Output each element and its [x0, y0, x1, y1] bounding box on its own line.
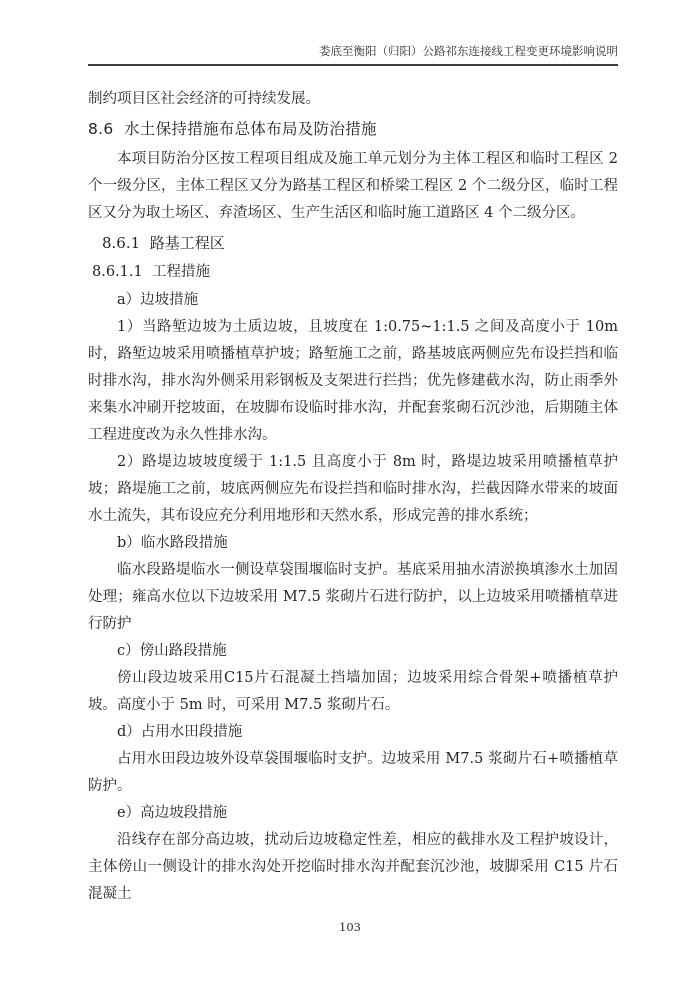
item-label-a: a）边坡措施 — [117, 292, 199, 308]
paragraph-slope-2: 2）路堤边坡坡度缓于 1:1.5 且高度小于 8m 时，路堤边坡采用喷播植草护坡；路堤施工之前，坡底两侧应先布设拦挡和临时排水沟，拦截因降水带来的坡面水土流失，其布设应充分利用地形和天然水系，形成完善的排水系统； — [88, 454, 618, 524]
item-label-d: d）占用水田段措施 — [117, 724, 243, 740]
paragraph-slope-1: 1）当路堑边坡为土质边坡，且坡度在 1:0.75~1:1.5 之间及高度小于 10m 时，路堑边坡采用喷播植草护坡；路堑施工之前，路基坡底两侧应先布设拦挡和临时排水沟，排水沟外侧采用彩钢板及支架进行拦挡；优先修建截水沟，防止雨季外来集水冲刷开挖坡面，在坡脚布设临时排水沟，并配套浆砌石沉沙池，后期随主体工程进度改为永久性排水沟。 — [88, 319, 618, 443]
paragraph-continuation: 制约项目区社会经济的可持续发展。 — [88, 91, 320, 107]
section-heading-8-6: 8.6 水土保持措施布总体布局及防治措施 — [88, 120, 377, 138]
item-label-b: b）临水路段措施 — [117, 535, 228, 551]
paragraph-high-slope: 沿线存在部分高边坡，扰动后边坡稳定性差，相应的截排水及工程护坡设计， 主体傍山一侧设计的排水沟处开挖临时排水沟并配套沉沙池，坡脚采用 C15 片石混凝土 — [88, 832, 618, 902]
item-label-e: e）高边坡段措施 — [117, 805, 228, 821]
item-label-c: c）傍山路段措施 — [117, 643, 227, 659]
running-header-title: 娄底至衡阳（归阳）公路祁东连接线工程变更环境影响说明 — [319, 44, 618, 58]
page-number: 103 — [339, 920, 361, 934]
subsection-heading-8-6-1: 8.6.1 路基工程区 — [102, 234, 225, 252]
paragraph-paddy-field: 占用水田段边坡外设草袋围堰临时支护。边坡采用 M7.5 浆砌片石+喷播植草防护。 — [88, 751, 618, 794]
subsection-heading-8-6-1-1: 8.6.1.1 工程措施 — [92, 264, 210, 280]
running-header — [88, 44, 618, 66]
paragraph-waterside: 临水段路堤临水一侧设草袋围堰临时支护。基底采用抽水清淤换填渗水土加固处理；雍高水位以下边坡采用 M7.5 浆砌片石进行防护，以上边坡采用喷播植草进行防护 — [88, 562, 618, 632]
page-footer — [0, 920, 700, 934]
paragraph-overview: 本项目防治分区按工程项目组成及施工单元划分为主体工程区和临时工程区 2 个一级分区，主体工程区又分为路基工程区和桥梁工程区 2 个二级分区，临时工程区又分为取土场区、弃渣场区、生产生活区和临时施工道路区 4 个二级分区。 — [88, 151, 618, 221]
paragraph-hillside: 傍山段边坡采用C15片石混凝土挡墙加固；边坡采用综合骨架+喷播植草护坡。高度小于 5m 时，可采用 M7.5 浆砌片石。 — [88, 670, 618, 713]
document-body — [88, 86, 618, 908]
